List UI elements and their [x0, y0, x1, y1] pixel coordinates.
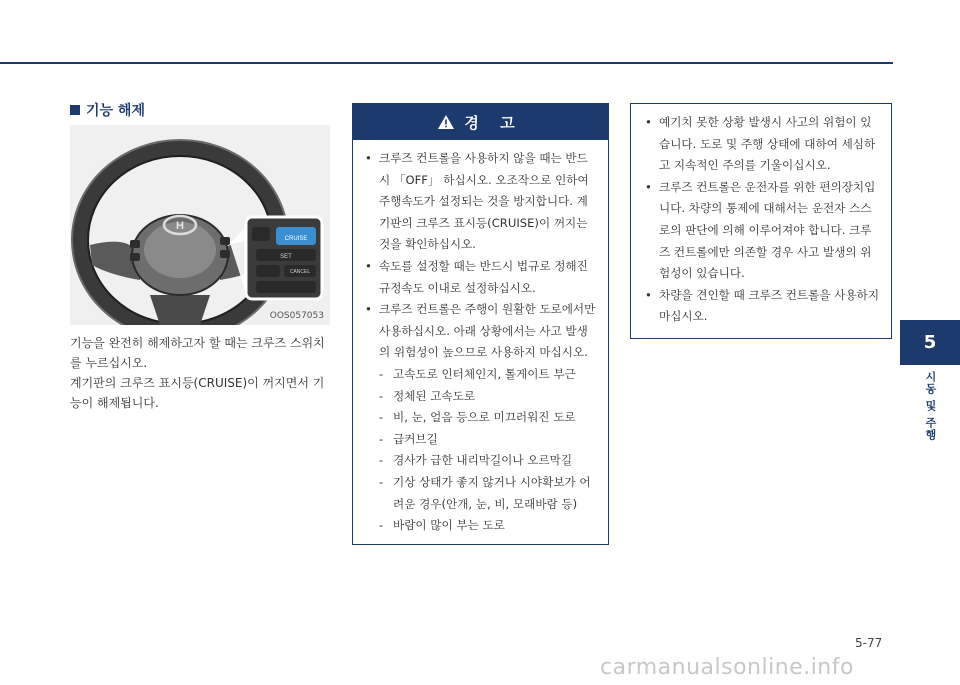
watermark: carmanualsonline.info [600, 655, 854, 680]
description-text [70, 333, 332, 413]
warning-box [352, 103, 609, 545]
description-paragraph-1: 기능을 완전히 해제하고자 할 때는 크루즈 스위치를 누르십시오. [70, 336, 325, 370]
warning-condition-5: - 경사가 급한 내리막길이나 오르막길 [365, 450, 598, 472]
warning-triangle-icon [438, 115, 454, 129]
right-bullet-1: • 예기치 못한 상황 발생시 사고의 위험이 있습니다. 도로 및 주행 상태에 대하여 세심하고 지속적인 주의를 기울이십시오. [645, 112, 881, 177]
set-button-label: SET [280, 254, 292, 260]
chapter-label: 시동 및 주행 [924, 371, 937, 441]
steering-wheel-illustration [70, 125, 330, 325]
warning-bullet-2: • 속도를 설정할 때는 반드시 법규로 정해진 규정속도 이내로 설정하십시오. [365, 256, 598, 299]
warning-header [353, 104, 608, 140]
chapter-label-box [900, 365, 960, 465]
warning-body [353, 140, 608, 537]
chapter-tab: 5 [900, 320, 960, 365]
cruise-button-label: CRUISE [284, 236, 308, 242]
warning-condition-1: - 고속도로 인터체인지, 톨게이트 부근 [365, 364, 598, 386]
warning-continued-box [630, 103, 892, 339]
warning-condition-2: - 정체된 고속도로 [365, 386, 598, 408]
right-bullet-3: • 차량을 견인할 때 크루즈 컨트롤을 사용하지 마십시오. [645, 285, 881, 328]
right-bullet-2: • 크루즈 컨트롤은 운전자를 위한 편의장치입니다. 차량의 통제에 대해서는 운전자 스스로의 판단에 의해 이루어져야 합니다. 크루즈 컨트롤에만 의존할 경우 사고 발생의 위험성이 있습니다. [645, 177, 881, 285]
section-heading [70, 100, 145, 120]
warning-bullet-1: • 크루즈 컨트롤을 사용하지 않을 때는 반드시 「OFF」 하십시오. 오조작으로 인하여 주행속도가 설정되는 것을 방지합니다. 계기판의 크루즈 표시등(CRUISE)이 꺼지는 것을 확인하십시오. [365, 148, 598, 256]
warning-title: 경 고 [464, 113, 523, 132]
warning-condition-4: - 급커브길 [365, 429, 598, 451]
cancel-button-label: CANCEL [289, 269, 311, 275]
warning-bullet-3: • 크루즈 컨트롤은 주행이 원활한 도로에서만 사용하십시오. 아래 상황에서는 사고 발생의 위험성이 높으므로 사용하지 마십시오. [365, 299, 598, 364]
steering-wheel-figure [70, 125, 330, 325]
warning-condition-7: - 바람이 많이 부는 도로 [365, 515, 598, 537]
description-paragraph-2: 계기판의 크루즈 표시등(CRUISE)이 꺼지면서 기능이 해제됩니다. [70, 376, 325, 410]
warning-condition-3: - 비, 눈, 얼음 등으로 미끄러워진 도로 [365, 407, 598, 429]
page-number: 5-77 [855, 636, 883, 650]
warning-condition-6: - 기상 상태가 좋지 않거나 시야확보가 어려운 경우(안개, 눈, 비, 모래바람 등) [365, 472, 598, 515]
hyundai-logo-letter: H [176, 220, 184, 232]
section-title: 기능 해제 [86, 103, 145, 119]
square-bullet-icon [70, 105, 80, 115]
figure-code: OOS057053 [269, 311, 324, 321]
top-rule [0, 62, 893, 64]
